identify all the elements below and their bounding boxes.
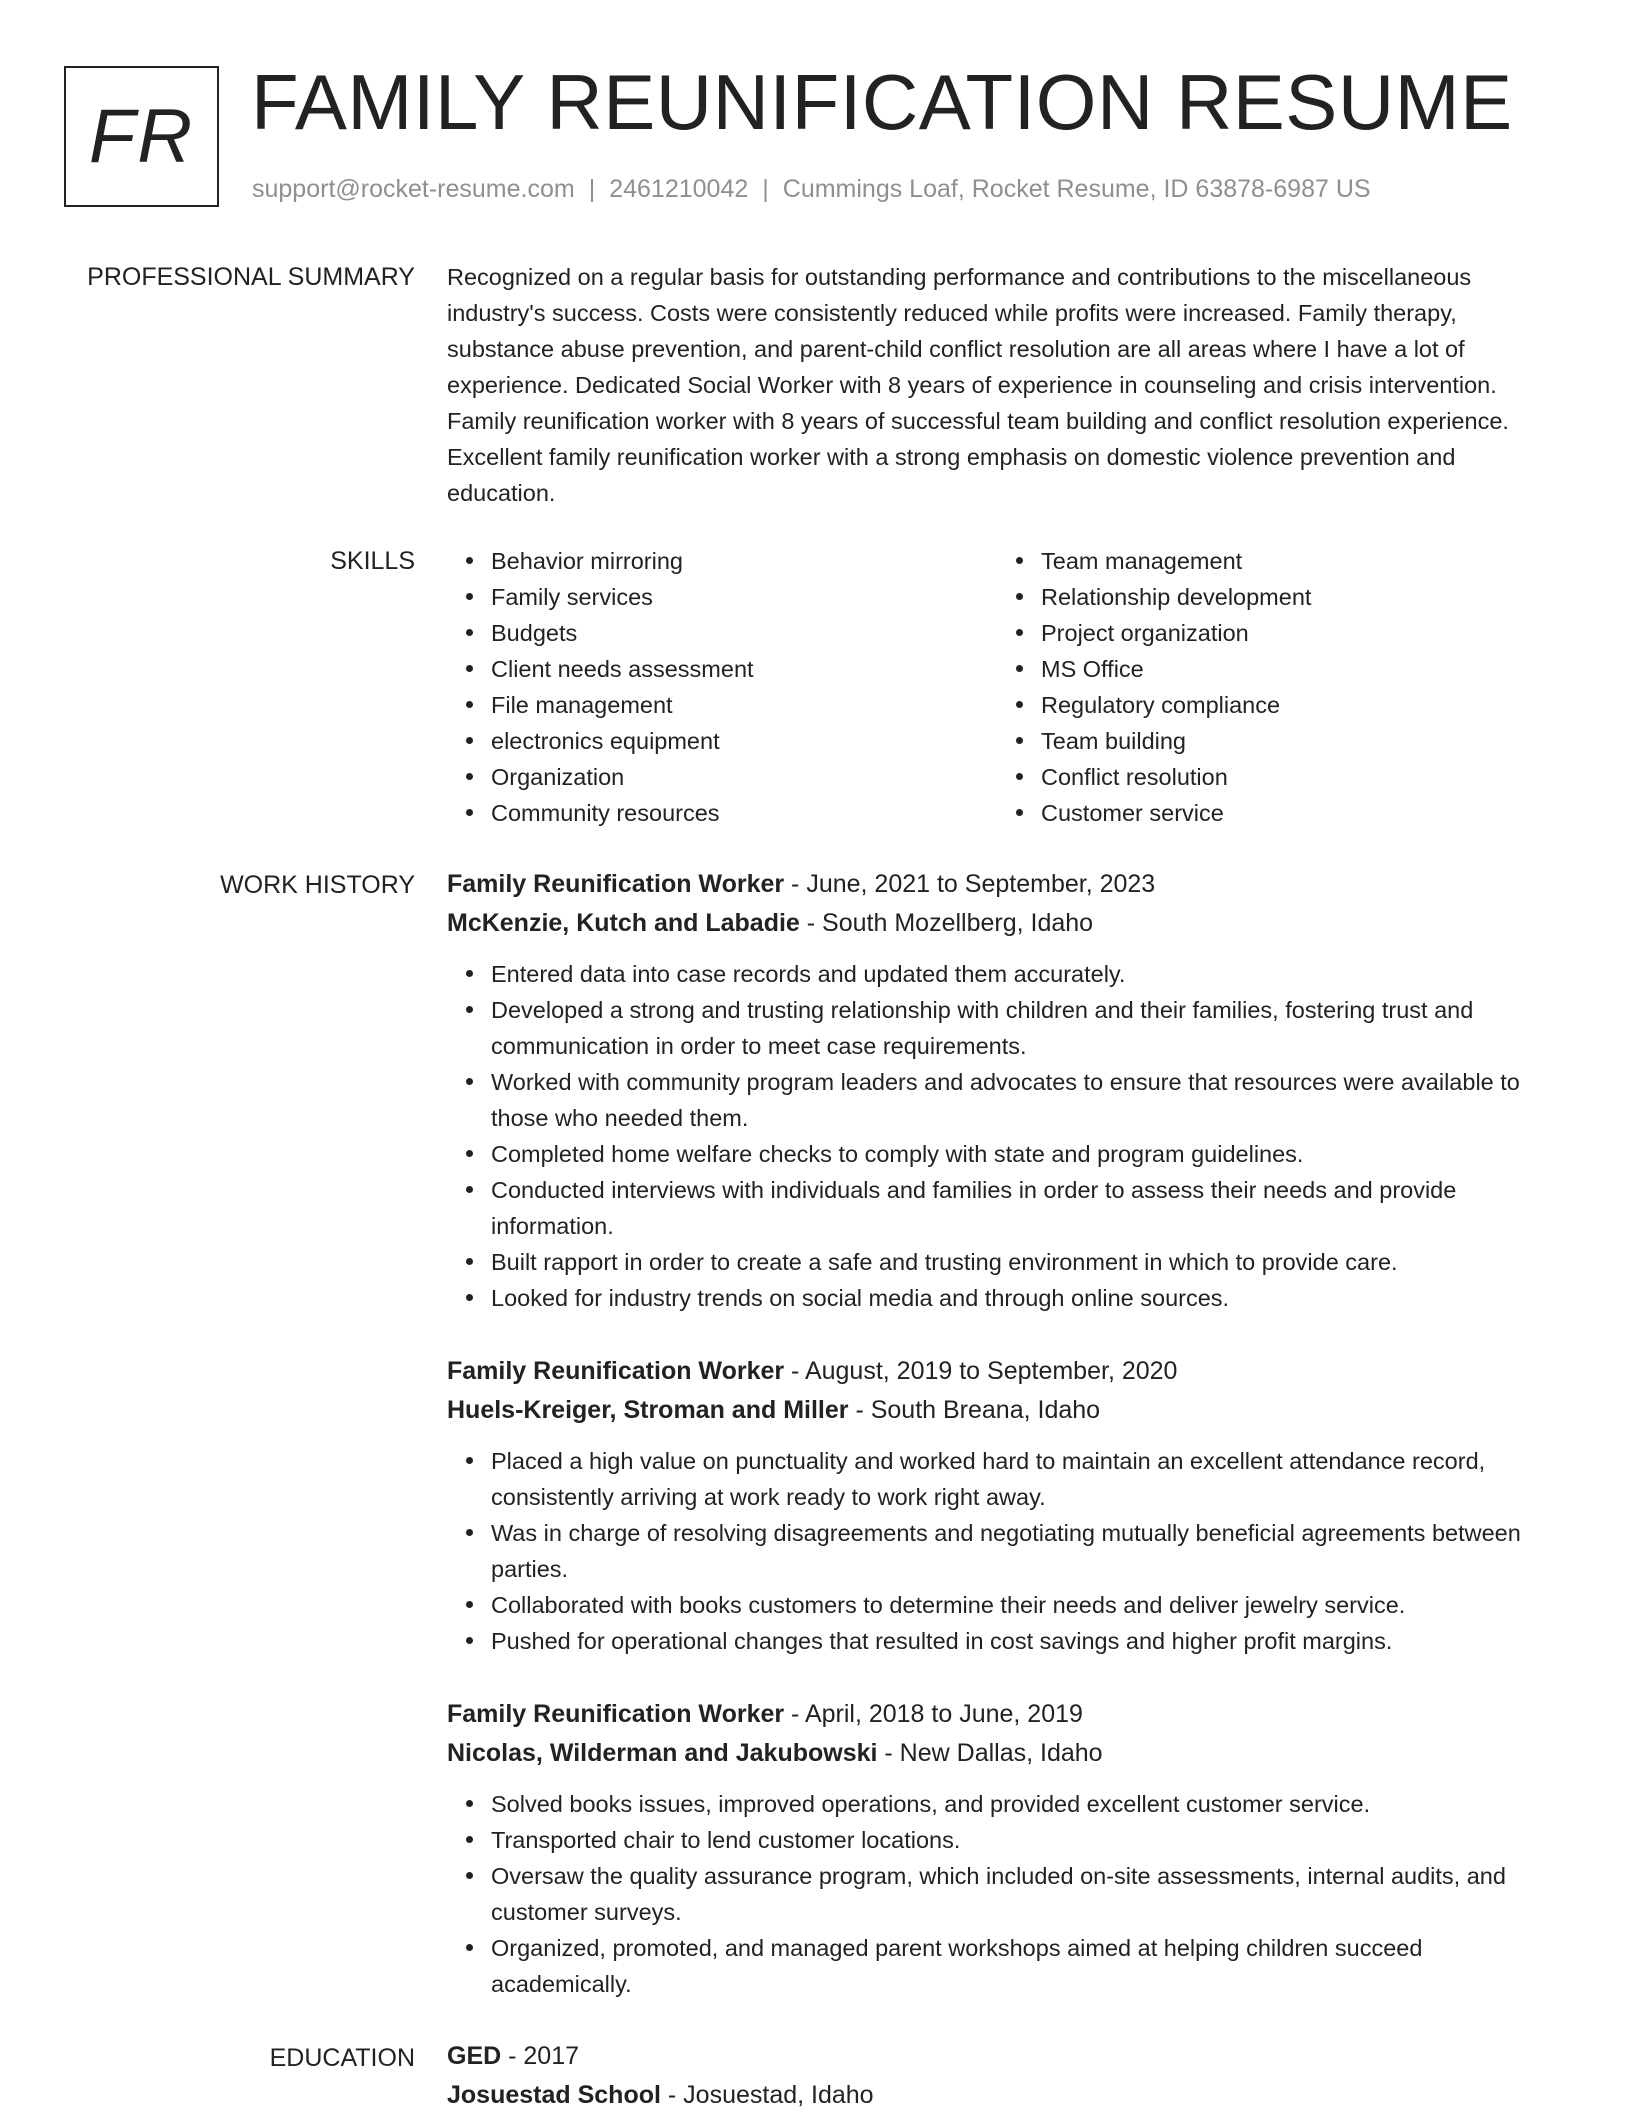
job-entry <box>447 1695 1562 2002</box>
job-bullet: Organized, promoted, and managed parent workshops aimed at helping children succeed academically. <box>447 1930 1562 2002</box>
skill-item: Team management <box>997 543 1547 579</box>
job-entry <box>447 1352 1562 1659</box>
resume-title: FAMILY REUNIFICATION RESUME <box>251 58 1513 146</box>
contact-separator: | <box>588 175 596 203</box>
job-dates: - August, 2019 to September, 2020 <box>784 1357 1178 1385</box>
skills-left-list <box>447 543 997 831</box>
job-location: - New Dallas, Idaho <box>877 1739 1103 1767</box>
skill-item: MS Office <box>997 651 1547 687</box>
job-bullet: Was in charge of resolving disagreements and negotiating mutually beneficial agreements between parties. <box>447 1515 1562 1587</box>
summary-heading: PROFESSIONAL SUMMARY <box>87 263 415 291</box>
job-dates: - June, 2021 to September, 2023 <box>784 870 1156 898</box>
job-bullets <box>447 1786 1562 2002</box>
job-company-line <box>447 1391 1562 1430</box>
job-bullet: Conducted interviews with individuals and families in order to assess their needs and provide information. <box>447 1172 1562 1244</box>
skill-item: Relationship development <box>997 579 1547 615</box>
job-title-line <box>447 1695 1562 1734</box>
job-title-line <box>447 1352 1562 1391</box>
job-bullet: Pushed for operational changes that resulted in cost savings and higher profit margins. <box>447 1623 1562 1659</box>
education-degree: GED <box>447 2042 502 2070</box>
education-year: - 2017 <box>501 2042 580 2070</box>
skill-item: Budgets <box>447 615 997 651</box>
job-title: Family Reunification Worker <box>447 870 785 898</box>
job-bullet: Oversaw the quality assurance program, which included on-site assessments, internal audits, and customer surveys. <box>447 1858 1562 1930</box>
job-location: - South Mozellberg, Idaho <box>799 909 1094 937</box>
job-location: - South Breana, Idaho <box>848 1396 1101 1424</box>
job-bullet: Collaborated with books customers to determine their needs and deliver jewelry service. <box>447 1587 1562 1623</box>
job-bullet: Completed home welfare checks to comply with state and program guidelines. <box>447 1136 1562 1172</box>
monogram-logo: FR <box>64 66 219 207</box>
skill-item: Behavior mirroring <box>447 543 997 579</box>
job-bullet: Worked with community program leaders and advocates to ensure that resources were available to those who needed them. <box>447 1064 1562 1136</box>
contact-line <box>252 172 1371 206</box>
job-company: McKenzie, Kutch and Labadie <box>447 909 800 937</box>
skill-item: Organization <box>447 759 997 795</box>
skills-right-list <box>997 543 1547 831</box>
skill-item: Project organization <box>997 615 1547 651</box>
job-bullet: Placed a high value on punctuality and worked hard to maintain an excellent attendance record, consistently arriving at work ready to work right away. <box>447 1443 1562 1515</box>
skill-item: Family services <box>447 579 997 615</box>
education-section <box>447 2037 1562 2115</box>
job-entry <box>447 865 1562 1316</box>
skill-item: Team building <box>997 723 1547 759</box>
job-title: Family Reunification Worker <box>447 1357 785 1385</box>
contact-address: Cummings Loaf, Rocket Resume, ID 63878-6987 US <box>782 175 1371 203</box>
skills-grid <box>447 543 1562 831</box>
skill-item: electronics equipment <box>447 723 997 759</box>
job-bullet: Developed a strong and trusting relationship with children and their families, fostering trust and communication in order to meet case requirements. <box>447 992 1562 1064</box>
contact-separator: | <box>762 175 769 203</box>
skill-item: Customer service <box>997 795 1547 831</box>
work-history-section <box>447 865 1562 2038</box>
contact-email[interactable]: support@rocket-resume.com <box>252 175 575 203</box>
job-company: Huels-Kreiger, Stroman and Miller <box>447 1396 849 1424</box>
job-bullet: Entered data into case records and updated them accurately. <box>447 956 1562 992</box>
education-school-line <box>447 2076 1562 2115</box>
job-company: Nicolas, Wilderman and Jakubowski <box>447 1739 878 1767</box>
job-title-line <box>447 865 1562 904</box>
skill-item: Client needs assessment <box>447 651 997 687</box>
skill-item: File management <box>447 687 997 723</box>
education-heading: EDUCATION <box>269 2044 415 2072</box>
skill-item: Regulatory compliance <box>997 687 1547 723</box>
work-history-heading: WORK HISTORY <box>220 871 415 899</box>
skill-item: Community resources <box>447 795 997 831</box>
skills-section <box>447 543 1562 831</box>
contact-phone[interactable]: 2461210042 <box>609 175 749 203</box>
education-degree-line <box>447 2037 1562 2076</box>
summary-text: Recognized on a regular basis for outstanding performance and contributions to the miscellaneous industry's success. Costs were consistently reduced while profits were increased. Family therapy, substance abuse prevention, and parent-child conflict resolution are all areas where I have a lot of experience. Dedicated Social Worker with 8 years of experience in counseling and crisis intervention. Family reunification worker with 8 years of successful team building and conflict resolution experience. Excellent family reunification worker with a strong emphasis on domestic violence prevention and education. <box>447 264 1509 506</box>
job-bullet: Built rapport in order to create a safe and trusting environment in which to provide care. <box>447 1244 1562 1280</box>
job-dates: - April, 2018 to June, 2019 <box>784 1700 1083 1728</box>
skills-heading: SKILLS <box>330 547 415 575</box>
summary-section <box>447 259 1562 511</box>
job-bullets <box>447 1443 1562 1659</box>
job-company-line <box>447 904 1562 943</box>
job-title: Family Reunification Worker <box>447 1700 785 1728</box>
job-bullet: Transported chair to lend customer locations. <box>447 1822 1562 1858</box>
job-bullet: Looked for industry trends on social media and through online sources. <box>447 1280 1562 1316</box>
job-company-line <box>447 1734 1562 1773</box>
education-location: - Josuestad, Idaho <box>660 2081 874 2109</box>
skill-item: Conflict resolution <box>997 759 1547 795</box>
education-school: Josuestad School <box>447 2081 661 2109</box>
job-bullets <box>447 956 1562 1316</box>
job-bullet: Solved books issues, improved operations, and provided excellent customer service. <box>447 1786 1562 1822</box>
